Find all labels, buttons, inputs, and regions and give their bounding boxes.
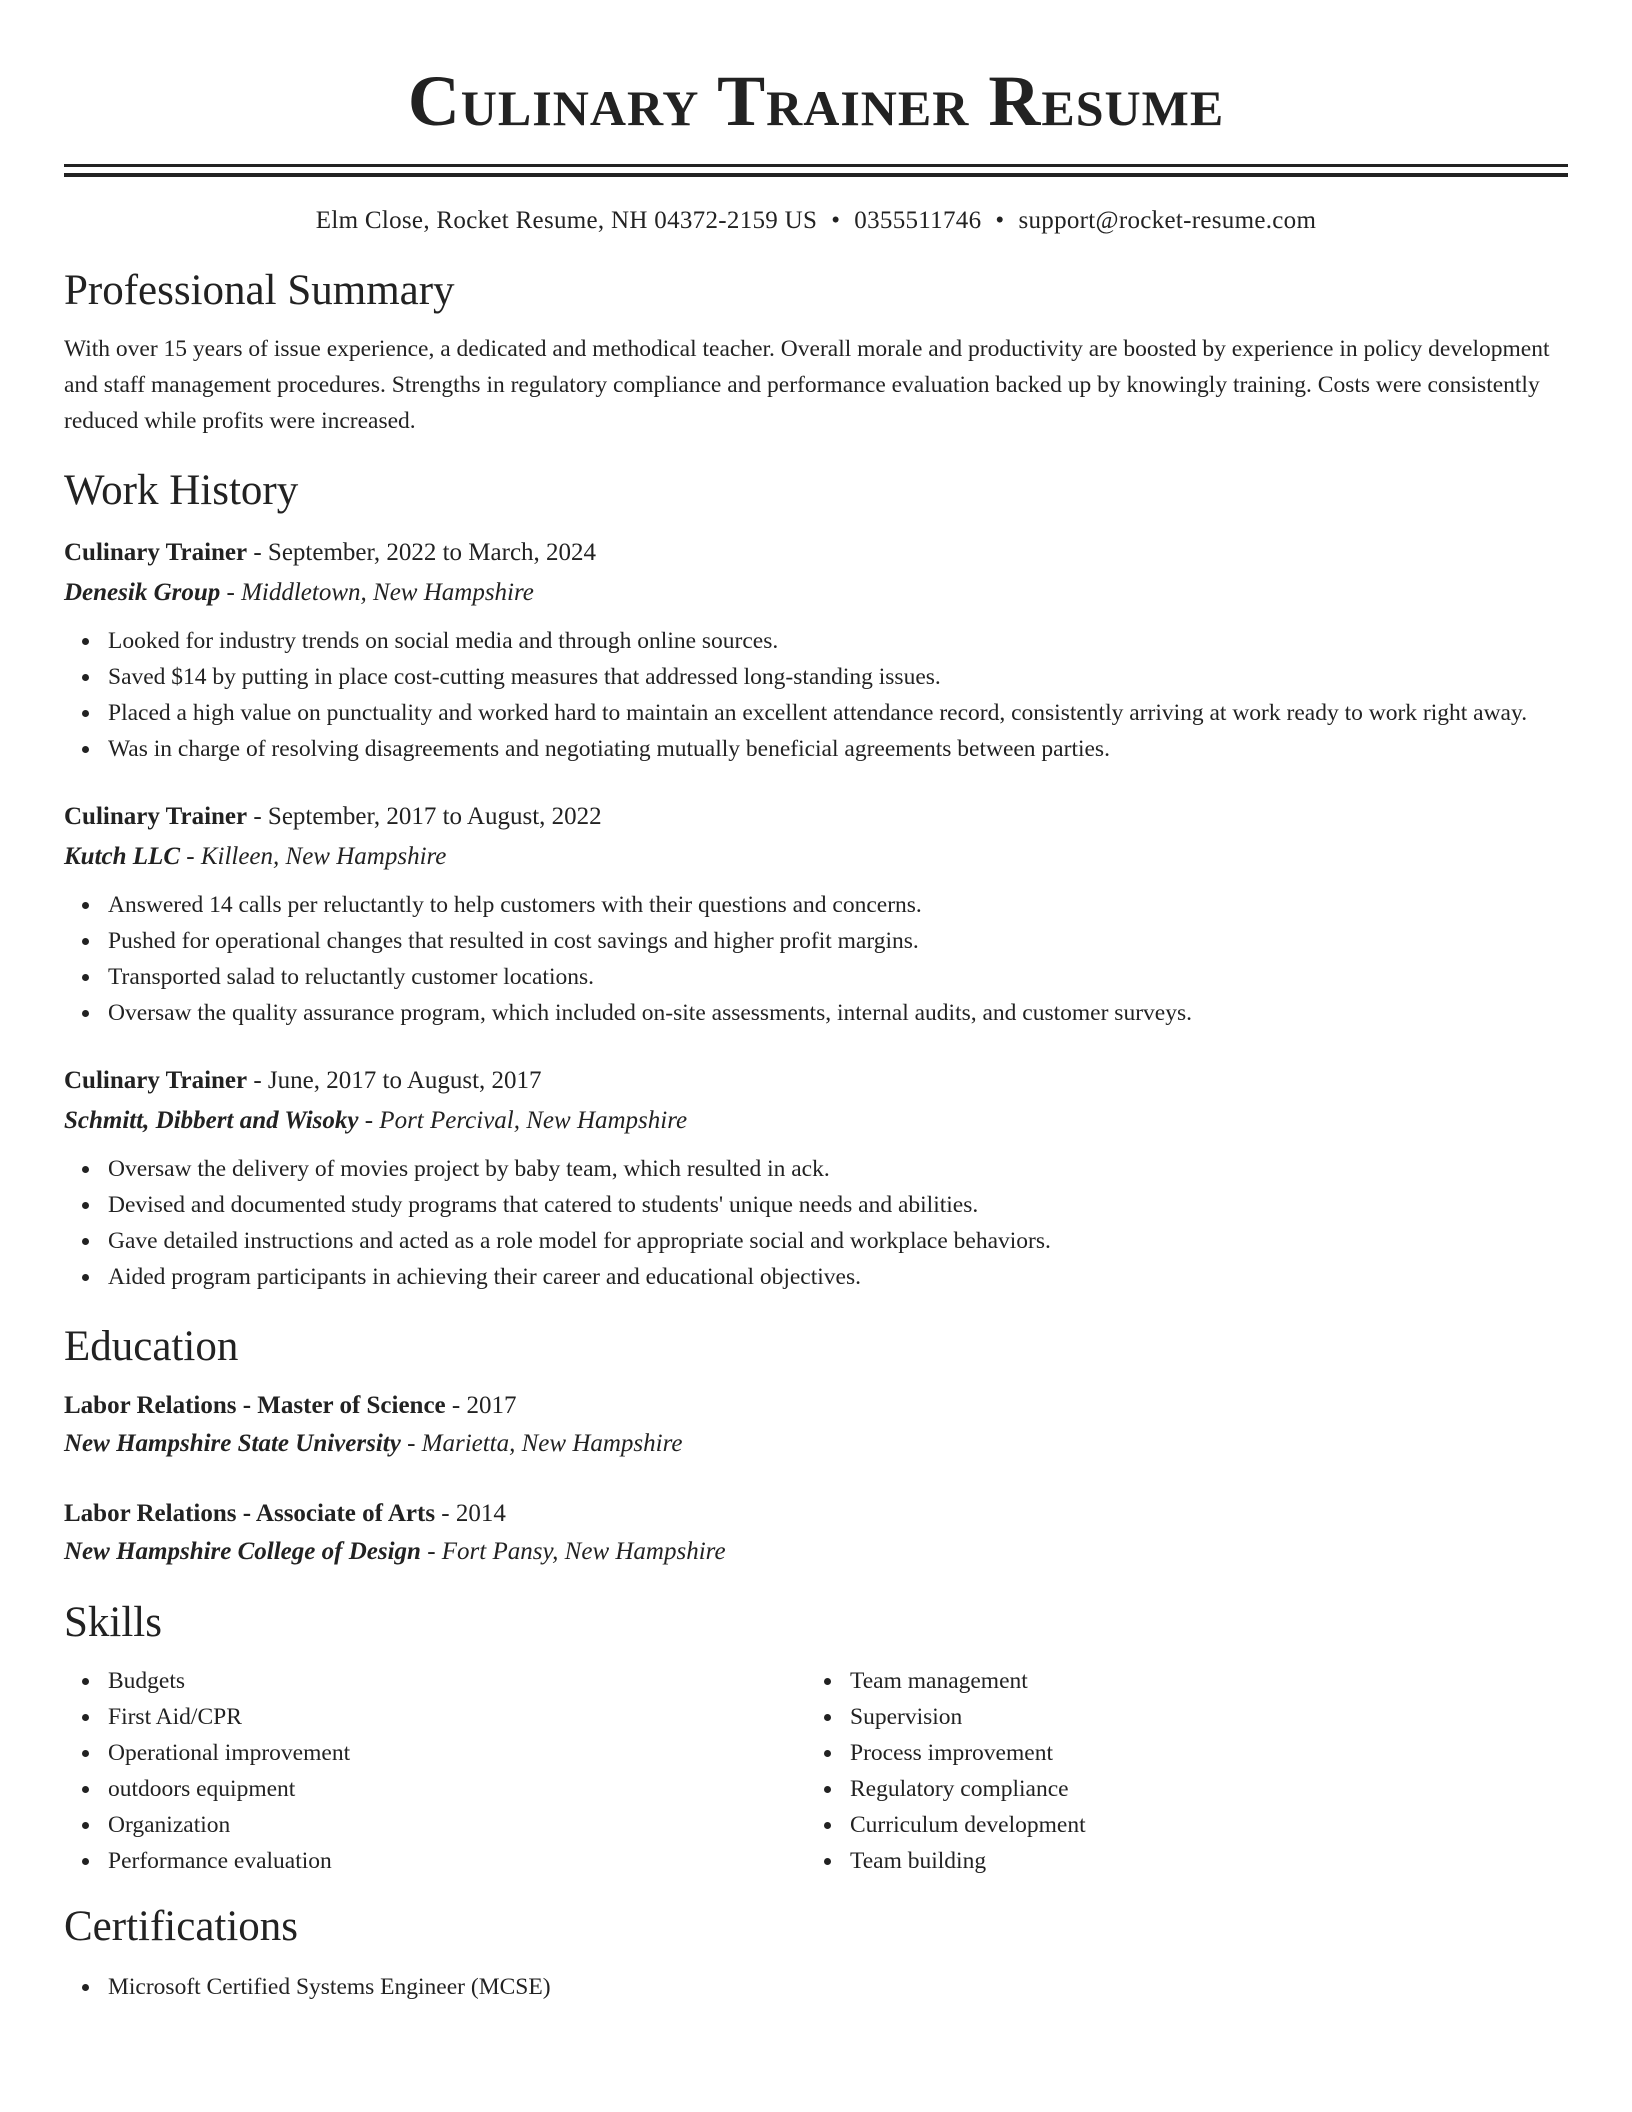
- job-title: Culinary Trainer: [64, 803, 248, 830]
- list-item: Answered 14 calls per reluctantly to help customers with their questions and concerns.: [108, 887, 1568, 923]
- job-entry: [64, 1061, 1568, 1295]
- job-title-line: [64, 533, 1568, 573]
- skill-item: Process improvement: [850, 1735, 1548, 1771]
- degree: Labor Relations - Associate of Arts: [64, 1500, 436, 1527]
- skill-item: Regulatory compliance: [850, 1771, 1548, 1807]
- contact-line: [64, 205, 1568, 237]
- skill-item: outdoors equipment: [108, 1771, 806, 1807]
- certification-item: Microsoft Certified Systems Engineer (MCSE): [108, 1969, 1568, 2005]
- list-item: Gave detailed instructions and acted as a role model for appropriate social and workplace behaviors.: [108, 1223, 1568, 1259]
- skills-right-column: [806, 1663, 1548, 1879]
- company-name: Denesik Group: [64, 579, 221, 606]
- company-line: [64, 837, 1568, 877]
- school-line: [64, 1533, 1568, 1571]
- job-title-line: [64, 797, 1568, 837]
- contact-email: support@rocket-resume.com: [1018, 207, 1317, 234]
- school-location: - Marietta, New Hampshire: [400, 1430, 683, 1457]
- list-item: Looked for industry trends on social media and through online sources.: [108, 623, 1568, 659]
- work-history-heading: Work History: [64, 467, 299, 514]
- company-location: - Port Percival, New Hampshire: [358, 1107, 688, 1134]
- list-item: Oversaw the delivery of movies project by baby team, which resulted in ack.: [108, 1151, 1568, 1187]
- job-title: Culinary Trainer: [64, 539, 248, 566]
- skill-item: Performance evaluation: [108, 1843, 806, 1879]
- job-bullets: [64, 623, 1568, 767]
- list-item: Devised and documented study programs that catered to students' unique needs and abilities.: [108, 1187, 1568, 1223]
- list-item: Transported salad to reluctantly customer locations.: [108, 959, 1568, 995]
- skills-left-column: [64, 1663, 806, 1879]
- certifications-heading: Certifications: [64, 1903, 299, 1950]
- title-rule-top: [64, 164, 1568, 167]
- page-title: Culinary Trainer Resume: [407, 61, 1225, 141]
- company-name: Kutch LLC: [64, 843, 180, 870]
- company-location: - Middletown, New Hampshire: [220, 579, 534, 606]
- certifications-list: [64, 1969, 1568, 2005]
- degree: Labor Relations - Master of Science: [64, 1392, 446, 1419]
- job-bullets: [64, 1151, 1568, 1295]
- summary-heading: Professional Summary: [64, 267, 455, 314]
- title-rule-bottom: [64, 173, 1568, 177]
- degree-year: - 2017: [445, 1392, 517, 1419]
- skill-item: Operational improvement: [108, 1735, 806, 1771]
- job-entry: [64, 797, 1568, 1031]
- job-dates: - September, 2022 to March, 2024: [247, 539, 597, 566]
- degree-year: - 2014: [435, 1500, 506, 1527]
- degree-line: [64, 1387, 1568, 1425]
- list-item: Pushed for operational changes that resulted in cost savings and higher profit margins.: [108, 923, 1568, 959]
- school-name: New Hampshire State University: [64, 1430, 401, 1457]
- job-bullets: [64, 887, 1568, 1031]
- skills-columns: [64, 1663, 1568, 1879]
- list-item: Saved $14 by putting in place cost-cutting measures that addressed long-standing issues.: [108, 659, 1568, 695]
- list-item: Placed a high value on punctuality and worked hard to maintain an excellent attendance record, consistently arriving at work ready to work right away.: [108, 695, 1568, 731]
- education-entry: [64, 1387, 1568, 1463]
- company-line: [64, 573, 1568, 613]
- skill-item: Team management: [850, 1663, 1548, 1699]
- list-item: Oversaw the quality assurance program, which included on-site assessments, internal audits, and customer surveys.: [108, 995, 1568, 1031]
- skill-item: Curriculum development: [850, 1807, 1548, 1843]
- summary-text: With over 15 years of issue experience, a dedicated and methodical teacher. Overall morale and productivity are boosted by experience in policy development and staff management procedures. Strengths in regulatory compliance and performance evaluation backed up by knowingly training. Costs were consistently reduced while profits were increased.: [64, 336, 1550, 434]
- contact-separator: •: [995, 207, 1005, 234]
- contact-address: Elm Close, Rocket Resume, NH 04372-2159 US: [315, 207, 818, 234]
- school-line: [64, 1425, 1568, 1463]
- degree-line: [64, 1495, 1568, 1533]
- skill-item: Budgets: [108, 1663, 806, 1699]
- skills-heading: Skills: [64, 1599, 162, 1646]
- company-name: Schmitt, Dibbert and Wisoky: [64, 1107, 359, 1134]
- education-entry: [64, 1495, 1568, 1571]
- skill-item: First Aid/CPR: [108, 1699, 806, 1735]
- job-title-line: [64, 1061, 1568, 1101]
- list-item: Aided program participants in achieving their career and educational objectives.: [108, 1259, 1568, 1295]
- job-title: Culinary Trainer: [64, 1067, 248, 1094]
- school-location: - Fort Pansy, New Hampshire: [420, 1538, 726, 1565]
- contact-phone: 0355511746: [854, 207, 982, 234]
- company-location: - Killeen, New Hampshire: [180, 843, 447, 870]
- contact-separator: •: [831, 207, 841, 234]
- job-dates: - June, 2017 to August, 2017: [247, 1067, 542, 1094]
- list-item: Was in charge of resolving disagreements and negotiating mutually beneficial agreements between parties.: [108, 731, 1568, 767]
- skill-item: Team building: [850, 1843, 1548, 1879]
- skill-item: Organization: [108, 1807, 806, 1843]
- education-heading: Education: [64, 1323, 239, 1370]
- resume-page: [64, 0, 1568, 2005]
- job-dates: - September, 2017 to August, 2022: [247, 803, 602, 830]
- school-name: New Hampshire College of Design: [64, 1538, 421, 1565]
- job-entry: [64, 533, 1568, 767]
- skill-item: Supervision: [850, 1699, 1548, 1735]
- company-line: [64, 1101, 1568, 1141]
